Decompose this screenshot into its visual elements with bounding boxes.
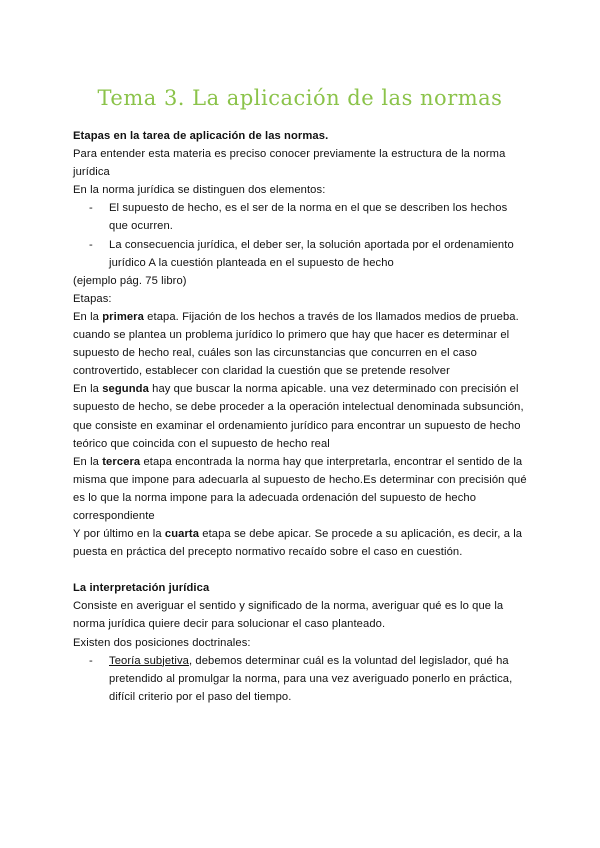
paragraph-elements-intro: En la norma jurídica se distinguen dos elementos:: [73, 184, 326, 197]
document-body: [73, 127, 528, 706]
stage-ordinal: cuarta: [164, 528, 200, 541]
stage-ordinal: primera: [102, 310, 144, 323]
list-item: - El supuesto de hecho, es el ser de la norma en el que se describen los hechos que ocurren.: [73, 199, 528, 235]
section-heading-stages: Etapas en la tarea de aplicación de las normas.: [73, 130, 329, 142]
elements-list: [73, 199, 528, 271]
stage-paragraph: En la tercera etapa encontrada la norma hay que interpretarla, encontrar el sentido de la misma que impone para adecuarla al supuesto de hecho.Es determinar con precisión qué es lo que la norma impone para la adecuada ordenación del supuesto de hecho correspondiente: [73, 455, 527, 522]
paragraph-stages-label: Etapas:: [73, 292, 112, 305]
paragraph-positions-intro: Existen dos posiciones doctrinales:: [73, 636, 251, 649]
page-title: Tema 3. La aplicación de las normas: [97, 86, 503, 110]
stage-ordinal: segunda: [102, 383, 149, 396]
section-heading-interpretation: La interpretación jurídica: [73, 582, 210, 595]
paragraph-example: (ejemplo pág. 75 libro): [73, 274, 187, 287]
stage-paragraph: En la primera etapa. Fijación de los hechos a través de los llamados medios de prueba. cuando se plantea un problema jurídico lo primero que hay que hacer es determinar el supuesto de hecho real, cuáles son las circunstancias que concurren en el caso controvertido, establecer con claridad la cuestión que se pretende resolver: [73, 310, 519, 378]
stage-paragraph: En la segunda hay que buscar la norma apicable. una vez determinado con precisión el supuesto de hecho, se debe proceder a la operación intelectual denominada subsunción, que consiste en examinar el ordenamiento jurídico para encontrar un supuesto de hecho teórico que coincida con el supuesto de hecho real: [73, 383, 524, 450]
paragraph-definition: Consiste en averiguar el sentido y significado de la norma, averiguar qué es lo que la norma jurídica quiere decir para solucionar el caso planteado.: [73, 600, 504, 631]
positions-list: [73, 652, 528, 706]
theory-term: Teoría subjetiva: [109, 654, 189, 667]
stage-ordinal: tercera: [102, 455, 141, 468]
stage-paragraph: Y por último en la cuarta etapa se debe apicar. Se procede a su aplicación, es decir, a la puesta en práctica del precepto normativo recaído sobre el caso en cuestión.: [73, 528, 523, 559]
paragraph-intro: Para entender esta materia es preciso conocer previamente la estructura de la norma jurídica: [73, 148, 506, 179]
section-spacer: [73, 561, 528, 579]
list-item: - Teoría subjetiva, debemos determinar cuál es la voluntad del legislador, qué ha pretendido al promulgar la norma, para una vez averiguado ponerlo en práctica, difícil criterio por el paso del tiempo.: [73, 652, 528, 706]
list-item: - La consecuencia jurídica, el deber ser, la solución aportada por el ordenamiento jurídico A la cuestión planteada en el supuesto de hecho: [73, 236, 528, 272]
